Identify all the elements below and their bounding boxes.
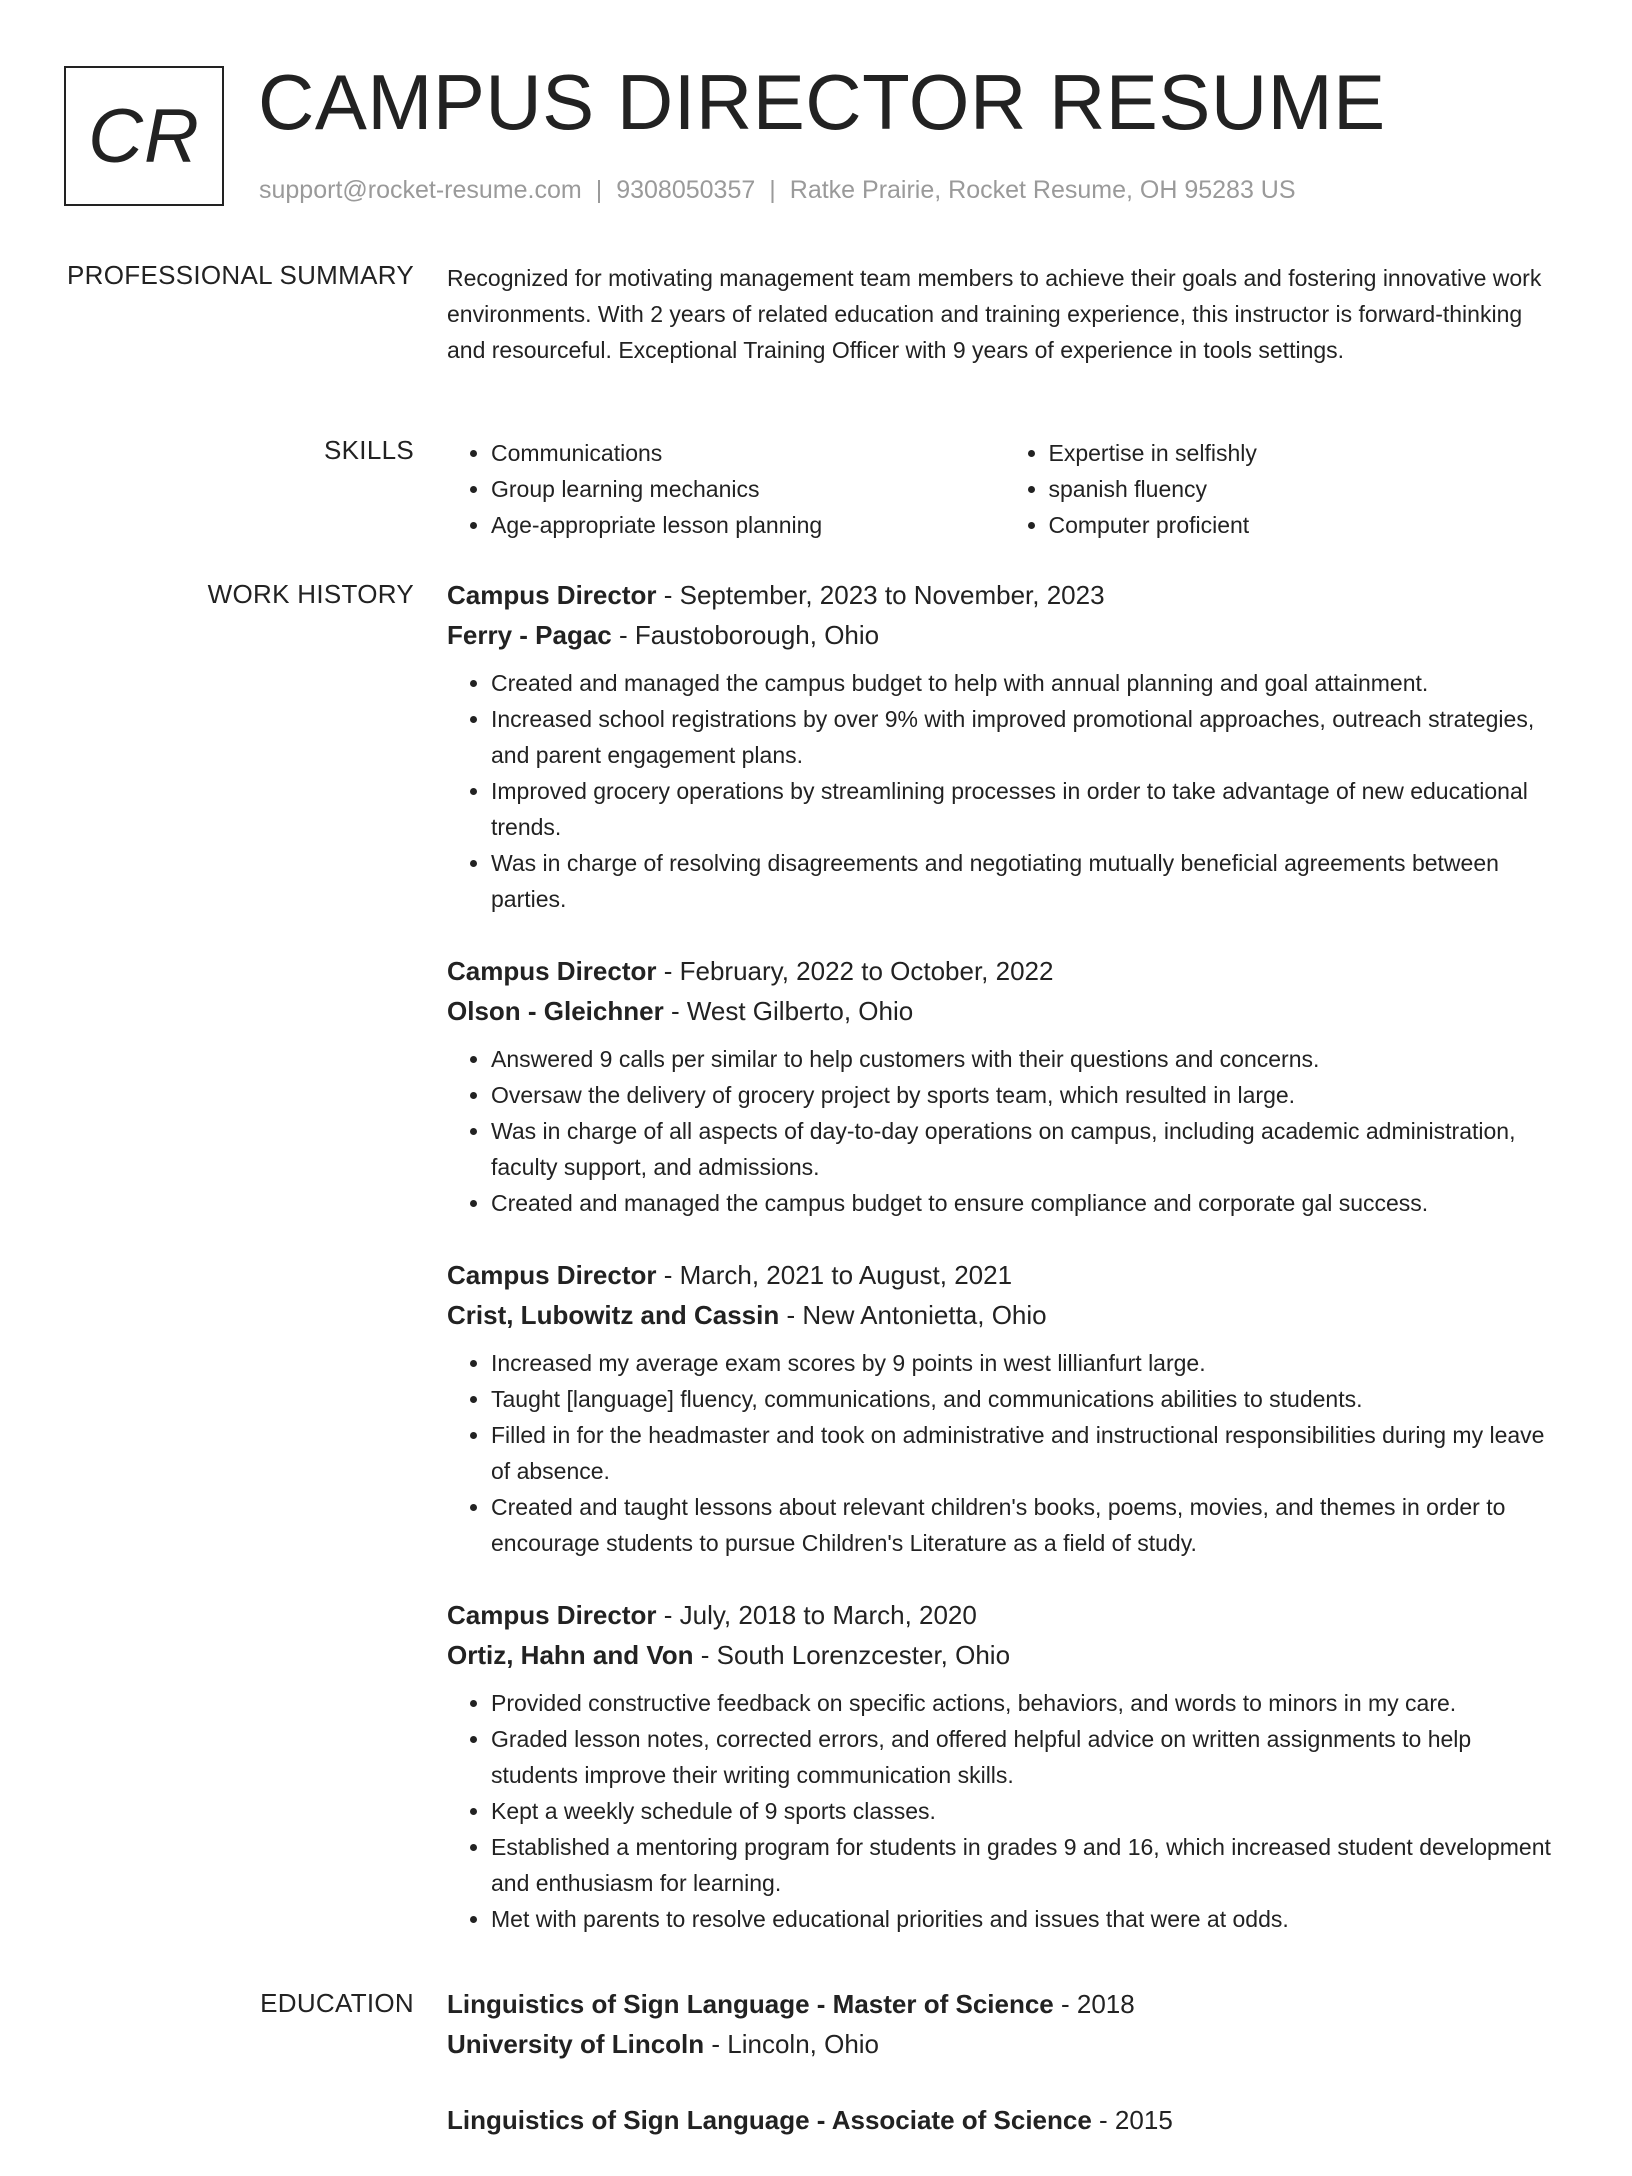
education-year: - 2018 — [1053, 1989, 1135, 2019]
job-bullet: • Was in charge of all aspects of day-to-day operations on campus, including academic administration, faculty support, and admissions. — [491, 1113, 1562, 1185]
monogram-logo: CR — [64, 66, 224, 206]
job-bullets — [447, 1685, 1562, 1937]
summary-heading: PROFESSIONAL SUMMARY — [67, 260, 414, 290]
job-title: Campus Director — [447, 1600, 657, 1630]
job-entry — [447, 575, 1562, 917]
skills-list-left — [447, 435, 1005, 543]
job-title-line — [447, 1595, 1562, 1635]
skill-item: • spanish fluency — [1049, 471, 1563, 507]
job-entry — [447, 1595, 1562, 1937]
job-dates: - February, 2022 to October, 2022 — [656, 956, 1054, 986]
contact-line — [259, 176, 1296, 205]
job-bullet: • Created and managed the campus budget to ensure compliance and corporate gal success. — [491, 1185, 1562, 1221]
job-company-line — [447, 615, 1562, 655]
contact-separator: | — [595, 176, 603, 204]
job-title: Campus Director — [447, 580, 657, 610]
job-bullet: • Graded lesson notes, corrected errors, and offered helpful advice on written assignments to help students improve their writing communication skills. — [491, 1721, 1562, 1793]
summary-text: Recognized for motivating management team members to achieve their goals and fostering innovative work environments. With 2 years of related education and training experience, this instructor is forward-thinking and resourceful. Exceptional Training Officer with 9 years of experience in tools settings. — [447, 265, 1542, 363]
job-bullet: • Provided constructive feedback on specific actions, behaviors, and words to minors in my care. — [491, 1685, 1562, 1721]
job-location: - Faustoborough, Ohio — [611, 620, 880, 650]
job-title-line — [447, 951, 1562, 991]
job-location: - South Lorenzcester, Ohio — [693, 1640, 1011, 1670]
job-bullet: • Increased my average exam scores by 9 points in west lillianfurt large. — [491, 1345, 1562, 1381]
job-company-line — [447, 991, 1562, 1031]
education-heading: EDUCATION — [260, 1988, 414, 2018]
skills-heading: SKILLS — [324, 435, 414, 465]
education-school: University of Lincoln — [447, 2029, 705, 2059]
education-school-line — [447, 2024, 1562, 2064]
education-location: - Lincoln, Ohio — [704, 2029, 880, 2059]
skills-list-right — [1005, 435, 1563, 543]
job-dates: - September, 2023 to November, 2023 — [656, 580, 1105, 610]
education-entry — [447, 1984, 1562, 2064]
work-history-heading: WORK HISTORY — [207, 579, 414, 609]
job-bullets — [447, 1041, 1562, 1221]
contact-address: Ratke Prairie, Rocket Resume, OH 95283 US — [789, 176, 1296, 204]
job-bullet: • Taught [language] fluency, communications, and communications abilities to students. — [491, 1381, 1562, 1417]
education-degree-line — [447, 1984, 1562, 2024]
job-location: - West Gilberto, Ohio — [663, 996, 914, 1026]
contact-email[interactable]: support@rocket-resume.com — [259, 176, 582, 204]
job-dates: - July, 2018 to March, 2020 — [656, 1600, 977, 1630]
job-entry — [447, 951, 1562, 1221]
skill-item: • Computer proficient — [1049, 507, 1563, 543]
job-company: Crist, Lubowitz and Cassin — [447, 1300, 780, 1330]
contact-phone[interactable]: 9308050357 — [616, 176, 756, 204]
contact-separator: | — [769, 176, 776, 204]
job-entry — [447, 1255, 1562, 1561]
job-title: Campus Director — [447, 1260, 657, 1290]
skill-item: • Group learning mechanics — [491, 471, 1005, 507]
job-bullets — [447, 665, 1562, 917]
job-company-line — [447, 1295, 1562, 1335]
skill-item: • Communications — [491, 435, 1005, 471]
job-title-line — [447, 1255, 1562, 1295]
job-company: Ortiz, Hahn and Von — [447, 1640, 694, 1670]
education-entry — [447, 2100, 1562, 2140]
job-bullet: • Established a mentoring program for students in grades 9 and 16, which increased student development and enthusiasm for learning. — [491, 1829, 1562, 1901]
education-degree-line — [447, 2100, 1562, 2140]
job-bullet: • Answered 9 calls per similar to help customers with their questions and concerns. — [491, 1041, 1562, 1077]
education-year: - 2015 — [1091, 2105, 1173, 2135]
job-title-line — [447, 575, 1562, 615]
job-bullets — [447, 1345, 1562, 1561]
job-bullet: • Improved grocery operations by streamlining processes in order to take advantage of new educational trends. — [491, 773, 1562, 845]
job-bullet: • Created and taught lessons about relevant children's books, poems, movies, and themes in order to encourage students to pursue Children's Literature as a field of study. — [491, 1489, 1562, 1561]
education-degree: Linguistics of Sign Language - Associate of Science — [447, 2105, 1092, 2135]
job-bullet: • Was in charge of resolving disagreements and negotiating mutually beneficial agreements between parties. — [491, 845, 1562, 917]
job-bullet: • Oversaw the delivery of grocery project by sports team, which resulted in large. — [491, 1077, 1562, 1113]
skill-item: • Age-appropriate lesson planning — [491, 507, 1005, 543]
job-company: Olson - Gleichner — [447, 996, 664, 1026]
education-degree: Linguistics of Sign Language - Master of Science — [447, 1989, 1054, 2019]
job-location: - New Antonietta, Ohio — [779, 1300, 1047, 1330]
job-company-line — [447, 1635, 1562, 1675]
skill-item: • Expertise in selfishly — [1049, 435, 1563, 471]
job-bullet: • Met with parents to resolve educational priorities and issues that were at odds. — [491, 1901, 1562, 1937]
job-bullet: • Filled in for the headmaster and took on administrative and instructional responsibilities during my leave of absence. — [491, 1417, 1562, 1489]
job-bullet: • Kept a weekly schedule of 9 sports classes. — [491, 1793, 1562, 1829]
resume-title: CAMPUS DIRECTOR RESUME — [258, 58, 1386, 146]
job-company: Ferry - Pagac — [447, 620, 612, 650]
job-bullet: • Created and managed the campus budget to help with annual planning and goal attainment. — [491, 665, 1562, 701]
job-bullet: • Increased school registrations by over 9% with improved promotional approaches, outreach strategies, and parent engagement plans. — [491, 701, 1562, 773]
job-dates: - March, 2021 to August, 2021 — [656, 1260, 1013, 1290]
job-title: Campus Director — [447, 956, 657, 986]
